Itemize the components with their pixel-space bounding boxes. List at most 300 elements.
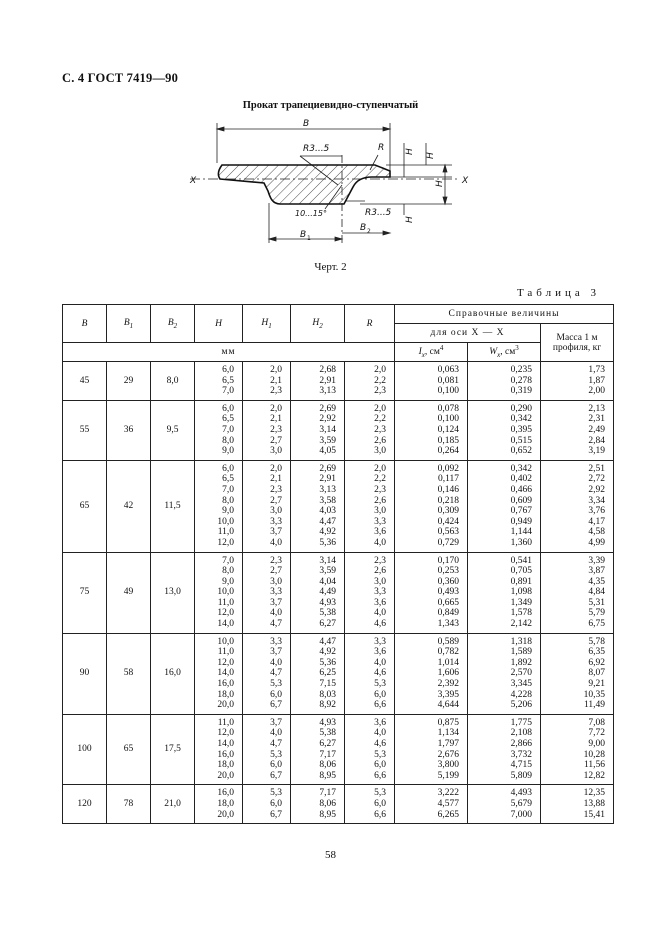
cell-B1: 58 — [107, 633, 151, 714]
value-H: 6,5 — [222, 474, 234, 485]
cell-Ix — [395, 400, 468, 460]
value-mass: 2,92 — [588, 484, 606, 495]
cell-H1 — [243, 714, 291, 785]
value-H2: 2,69 — [319, 403, 336, 414]
cell-Wx — [468, 633, 541, 714]
value-Wx: 2,866 — [510, 739, 532, 749]
value-mass: 4,58 — [588, 527, 606, 538]
value-H1: 6,0 — [270, 798, 282, 809]
cell-H — [195, 400, 243, 460]
cell-H2 — [291, 362, 345, 401]
value-Wx: 1,589 — [510, 647, 532, 658]
value-Ix: 0,665 — [437, 597, 459, 608]
value-Ix: 1,797 — [437, 739, 459, 749]
value-Ix: 0,360 — [437, 576, 459, 587]
cell-B: 90 — [63, 633, 107, 714]
value-Ix: 0,875 — [437, 717, 459, 728]
value-H1: 3,7 — [270, 647, 282, 658]
value-H1: 2,3 — [270, 386, 282, 397]
value-H2: 2,91 — [319, 375, 336, 386]
value-Ix: 0,170 — [437, 555, 459, 566]
value-Ix: 3,222 — [437, 788, 459, 799]
value-Ix: 0,124 — [437, 424, 459, 435]
value-Wx: 0,290 — [510, 403, 532, 414]
value-H2: 4,05 — [319, 446, 336, 457]
value-mass: 2,49 — [588, 424, 606, 435]
value-R: 4,6 — [374, 619, 386, 630]
value-H1: 3,0 — [270, 446, 282, 457]
cell-Wx — [468, 714, 541, 785]
cell-Wx — [468, 460, 541, 552]
value-H: 20,0 — [217, 809, 234, 820]
cell-B: 120 — [63, 785, 107, 824]
value-H1: 3,3 — [270, 587, 282, 598]
value-R: 6,6 — [374, 700, 386, 711]
value-H1: 2,0 — [270, 403, 282, 414]
cell-H2 — [291, 460, 345, 552]
value-mass: 2,72 — [588, 474, 606, 485]
value-H: 16,0 — [217, 749, 234, 760]
value-Ix: 2,392 — [437, 679, 459, 690]
cell-B2: 11,5 — [151, 460, 195, 552]
value-R: 2,3 — [374, 424, 386, 435]
value-R: 2,0 — [374, 463, 386, 474]
value-H: 6,5 — [222, 375, 234, 386]
value-H1: 2,7 — [270, 435, 282, 446]
value-mass: 4,99 — [588, 537, 606, 548]
value-R: 3,3 — [374, 587, 386, 598]
value-H1: 3,0 — [270, 576, 282, 587]
value-Ix: 0,424 — [437, 516, 459, 527]
value-H2: 3,59 — [319, 435, 336, 446]
value-R: 4,0 — [374, 608, 386, 619]
value-H1: 2,0 — [270, 463, 282, 474]
value-mass: 5,78 — [588, 636, 606, 647]
value-R: 2,6 — [374, 435, 386, 446]
label-B1: B — [300, 230, 307, 240]
value-Ix: 3,800 — [437, 760, 459, 771]
value-H2: 4,93 — [319, 717, 336, 728]
value-R: 5,3 — [374, 788, 386, 799]
value-H1: 3,3 — [270, 636, 282, 647]
header-units: мм — [63, 343, 395, 362]
value-Wx: 0,342 — [510, 463, 532, 474]
value-H1: 3,7 — [270, 527, 282, 538]
cell-H2 — [291, 785, 345, 824]
value-H: 8,0 — [222, 435, 234, 446]
value-mass: 3,34 — [588, 495, 606, 506]
value-R: 3,0 — [374, 576, 386, 587]
cell-mass — [541, 400, 614, 460]
value-Wx: 2,108 — [510, 728, 532, 739]
value-Ix: 0,309 — [437, 506, 459, 517]
table-row — [63, 714, 614, 785]
value-mass: 9,00 — [588, 739, 606, 749]
cell-Ix — [395, 785, 468, 824]
value-Wx: 1,098 — [510, 587, 532, 598]
value-H1: 3,0 — [270, 506, 282, 517]
table-row — [63, 400, 614, 460]
value-R: 2,6 — [374, 566, 386, 577]
value-H2: 4,04 — [319, 576, 336, 587]
value-Ix: 4,644 — [437, 700, 459, 711]
value-H1: 2,7 — [270, 566, 282, 577]
cell-B1: 78 — [107, 785, 151, 824]
value-R: 6,0 — [374, 689, 386, 700]
value-Wx: 1,360 — [510, 537, 532, 548]
value-H2: 8,03 — [319, 689, 336, 700]
value-Wx: 5,809 — [510, 770, 532, 781]
value-mass: 6,92 — [588, 657, 606, 668]
value-H2: 2,92 — [319, 414, 336, 425]
header-H1: $H_1$ — [243, 305, 291, 343]
value-Wx: 1,578 — [510, 608, 532, 619]
value-H2: 4,92 — [319, 527, 336, 538]
value-H2: 8,95 — [319, 770, 336, 781]
value-H: 9,0 — [222, 506, 234, 517]
value-Wx: 0,515 — [510, 435, 532, 446]
value-mass: 1,87 — [588, 375, 606, 386]
value-Wx: 0,767 — [510, 506, 532, 517]
label-H: H — [435, 180, 445, 187]
label-angle: 10...15° — [295, 209, 327, 218]
cell-mass — [541, 785, 614, 824]
value-Wx: 0,395 — [510, 424, 532, 435]
value-H: 12,0 — [217, 728, 234, 739]
value-Ix: 1,343 — [437, 619, 459, 630]
cell-B: 75 — [63, 552, 107, 633]
value-H1: 2,1 — [270, 474, 282, 485]
cell-Ix — [395, 714, 468, 785]
cell-H1 — [243, 552, 291, 633]
value-Ix: 0,081 — [437, 375, 459, 386]
value-Wx: 0,278 — [510, 375, 532, 386]
cell-R — [345, 785, 395, 824]
header-mass: Масса 1 м профиля, кг — [541, 324, 614, 362]
value-H: 10,0 — [217, 516, 234, 527]
value-H: 14,0 — [217, 739, 234, 749]
value-Wx: 3,732 — [510, 749, 532, 760]
value-H: 11,0 — [217, 527, 234, 538]
value-R: 2,6 — [374, 495, 386, 506]
value-Ix: 0,729 — [437, 537, 459, 548]
value-H1: 4,0 — [270, 537, 282, 548]
value-R: 2,3 — [374, 386, 386, 397]
value-Ix: 0,185 — [437, 435, 459, 446]
value-Wx: 0,342 — [510, 414, 532, 425]
value-Wx: 0,466 — [510, 484, 532, 495]
value-Wx: 0,891 — [510, 576, 532, 587]
page-number: 58 — [325, 849, 336, 861]
value-H: 6,0 — [222, 365, 234, 375]
value-Wx: 5,206 — [510, 700, 532, 711]
value-R: 3,6 — [374, 717, 386, 728]
value-mass: 5,31 — [588, 597, 606, 608]
value-Ix: 0,100 — [437, 414, 459, 425]
value-Ix: 0,146 — [437, 484, 459, 495]
value-H2: 4,49 — [319, 587, 336, 598]
value-Ix: 5,199 — [437, 770, 459, 781]
value-H2: 8,95 — [319, 809, 336, 820]
page-header: С. 4 ГОСТ 7419—90 — [62, 71, 179, 85]
profile-drawing — [160, 115, 490, 260]
value-H2: 8,92 — [319, 700, 336, 711]
value-H1: 2,1 — [270, 414, 282, 425]
value-H2: 7,17 — [319, 788, 336, 799]
cell-B2: 9,5 — [151, 400, 195, 460]
value-mass: 4,84 — [588, 587, 606, 598]
value-mass: 4,17 — [588, 516, 606, 527]
value-Ix: 4,577 — [437, 798, 459, 809]
value-Ix: 6,265 — [437, 809, 459, 820]
value-mass: 2,31 — [588, 414, 606, 425]
value-H1: 4,0 — [270, 608, 282, 619]
value-H2: 7,15 — [319, 679, 336, 690]
cell-B: 55 — [63, 400, 107, 460]
drawing-title: Прокат трапециевидно-ступенчатый — [242, 100, 419, 111]
cell-H1 — [243, 460, 291, 552]
value-Wx: 0,319 — [510, 386, 532, 397]
value-H: 10,0 — [217, 587, 234, 598]
value-R: 2,2 — [374, 474, 386, 485]
cell-mass — [541, 633, 614, 714]
value-H2: 4,03 — [319, 506, 336, 517]
value-mass: 6,35 — [588, 647, 606, 658]
value-mass: 1,73 — [588, 365, 606, 375]
value-Wx: 3,345 — [510, 679, 532, 690]
value-mass: 9,21 — [588, 679, 606, 690]
value-mass: 7,72 — [588, 728, 606, 739]
cell-H2 — [291, 633, 345, 714]
value-Ix: 0,063 — [437, 365, 459, 375]
header-reference: Справочные величины — [395, 305, 614, 324]
value-Wx: 1,349 — [510, 597, 532, 608]
value-mass: 12,82 — [583, 770, 606, 781]
value-Ix: 0,218 — [437, 495, 459, 506]
value-R: 2,2 — [374, 414, 386, 425]
cell-H — [195, 460, 243, 552]
cell-H — [195, 362, 243, 401]
value-H1: 6,7 — [270, 770, 282, 781]
value-mass: 10,28 — [583, 749, 606, 760]
value-H2: 3,58 — [319, 495, 336, 506]
value-R: 3,6 — [374, 597, 386, 608]
value-Wx: 0,235 — [510, 365, 532, 375]
value-H: 11,0 — [217, 647, 234, 658]
value-H2: 2,91 — [319, 474, 336, 485]
value-R: 4,6 — [374, 668, 386, 679]
header-H: H — [195, 305, 243, 343]
cell-mass — [541, 552, 614, 633]
cell-Ix — [395, 362, 468, 401]
value-mass: 2,13 — [588, 403, 606, 414]
value-H: 7,0 — [222, 424, 234, 435]
value-mass: 6,75 — [588, 619, 606, 630]
value-Ix: 0,078 — [437, 403, 459, 414]
value-H: 6,5 — [222, 414, 234, 425]
cell-H1 — [243, 785, 291, 824]
value-mass: 11,49 — [583, 700, 606, 711]
cell-B1: 42 — [107, 460, 151, 552]
cell-B2: 8,0 — [151, 362, 195, 401]
value-H2: 3,13 — [319, 484, 336, 495]
value-Wx: 1,318 — [510, 636, 532, 647]
value-H: 7,0 — [222, 484, 234, 495]
value-H2: 8,06 — [319, 798, 336, 809]
value-H1: 6,0 — [270, 760, 282, 771]
value-R: 5,3 — [374, 749, 386, 760]
cell-R — [345, 400, 395, 460]
value-H1: 3,7 — [270, 597, 282, 608]
value-Wx: 0,402 — [510, 474, 532, 485]
cell-B2: 13,0 — [151, 552, 195, 633]
value-H2: 5,38 — [319, 608, 336, 619]
value-Wx: 0,541 — [510, 555, 532, 566]
value-H2: 6,27 — [319, 739, 336, 749]
value-H2: 5,36 — [319, 657, 336, 668]
cell-R — [345, 552, 395, 633]
cell-H2 — [291, 400, 345, 460]
cell-H1 — [243, 633, 291, 714]
value-R: 3,6 — [374, 527, 386, 538]
value-H2: 6,25 — [319, 668, 336, 679]
value-Ix: 0,782 — [437, 647, 459, 658]
cell-R — [345, 460, 395, 552]
value-H1: 2,7 — [270, 495, 282, 506]
value-H: 12,0 — [217, 657, 234, 668]
value-H: 7,0 — [222, 555, 234, 566]
value-R: 4,6 — [374, 739, 386, 749]
value-H1: 5,3 — [270, 788, 282, 799]
value-H: 11,0 — [217, 597, 234, 608]
label-B2-sub: 2 — [367, 228, 371, 235]
value-Wx: 4,228 — [510, 689, 532, 700]
value-H: 9,0 — [222, 446, 234, 457]
value-R: 4,0 — [374, 537, 386, 548]
value-H2: 3,13 — [319, 386, 336, 397]
value-H1: 4,0 — [270, 728, 282, 739]
table-row — [63, 362, 614, 401]
value-Ix: 2,676 — [437, 749, 459, 760]
value-H1: 2,3 — [270, 484, 282, 495]
value-Wx: 7,000 — [510, 809, 532, 820]
value-H2: 4,93 — [319, 597, 336, 608]
value-mass: 3,19 — [588, 446, 606, 457]
value-Wx: 4,715 — [510, 760, 532, 771]
label-B: B — [303, 119, 310, 129]
value-H: 16,0 — [217, 679, 234, 690]
value-H2: 4,47 — [319, 636, 336, 647]
value-H1: 5,3 — [270, 679, 282, 690]
label-X-left: X — [190, 176, 197, 186]
value-H: 18,0 — [217, 760, 234, 771]
value-H1: 2,3 — [270, 555, 282, 566]
header-Ix: $I_x$, $см^4$ — [395, 343, 468, 362]
label-H2: H — [426, 152, 436, 159]
value-Ix: 1,606 — [437, 668, 459, 679]
value-H: 14,0 — [217, 619, 234, 630]
value-mass: 12,35 — [583, 788, 606, 799]
value-H2: 5,36 — [319, 537, 336, 548]
cell-H — [195, 552, 243, 633]
cell-Ix — [395, 552, 468, 633]
cell-B1: 49 — [107, 552, 151, 633]
value-R: 6,0 — [374, 760, 386, 771]
header-axis: для оси X — X — [395, 324, 541, 343]
value-H1: 3,3 — [270, 516, 282, 527]
cell-H — [195, 785, 243, 824]
value-Ix: 0,117 — [437, 474, 459, 485]
value-H: 10,0 — [217, 636, 234, 647]
value-H1: 6,7 — [270, 809, 282, 820]
value-mass: 10,35 — [583, 689, 606, 700]
header-H2: $H_2$ — [291, 305, 345, 343]
value-H1: 4,0 — [270, 657, 282, 668]
cell-H2 — [291, 714, 345, 785]
value-mass: 7,08 — [588, 717, 606, 728]
value-H: 7,0 — [222, 386, 234, 397]
value-H1: 4,7 — [270, 619, 282, 630]
value-Wx: 0,652 — [510, 446, 532, 457]
cell-H1 — [243, 400, 291, 460]
value-H: 8,0 — [222, 495, 234, 506]
value-H: 20,0 — [217, 770, 234, 781]
value-R: 2,0 — [374, 403, 386, 414]
value-H1: 3,7 — [270, 717, 282, 728]
value-mass: 2,00 — [588, 386, 606, 397]
cell-mass — [541, 362, 614, 401]
cell-H1 — [243, 362, 291, 401]
value-H: 12,0 — [217, 537, 234, 548]
value-mass: 2,84 — [588, 435, 606, 446]
value-R: 2,3 — [374, 555, 386, 566]
cell-R — [345, 633, 395, 714]
table-row — [63, 785, 614, 824]
value-H: 9,0 — [222, 576, 234, 587]
label-B2: B — [360, 223, 367, 233]
label-R35-bottom: R3...5 — [365, 208, 392, 218]
value-Wx: 2,570 — [510, 668, 532, 679]
value-H2: 4,92 — [319, 647, 336, 658]
value-Wx: 2,142 — [510, 619, 532, 630]
value-H: 12,0 — [217, 608, 234, 619]
value-R: 3,3 — [374, 636, 386, 647]
value-H2: 7,17 — [319, 749, 336, 760]
value-R: 6,6 — [374, 770, 386, 781]
value-Ix: 0,264 — [437, 446, 459, 457]
value-H1: 6,0 — [270, 689, 282, 700]
cell-R — [345, 714, 395, 785]
value-H: 6,0 — [222, 463, 234, 474]
value-R: 2,3 — [374, 484, 386, 495]
cell-R — [345, 362, 395, 401]
value-Ix: 0,589 — [437, 636, 459, 647]
table-row — [63, 633, 614, 714]
value-Ix: 0,563 — [437, 527, 459, 538]
value-Ix: 1,014 — [437, 657, 459, 668]
value-mass: 3,76 — [588, 506, 606, 517]
value-R: 3,0 — [374, 446, 386, 457]
value-Ix: 0,849 — [437, 608, 459, 619]
value-R: 2,2 — [374, 375, 386, 386]
value-H2: 3,14 — [319, 424, 336, 435]
value-mass: 3,39 — [588, 555, 606, 566]
value-R: 3,0 — [374, 506, 386, 517]
cell-B1: 29 — [107, 362, 151, 401]
label-H1-bottom: H — [405, 216, 415, 223]
cell-mass — [541, 714, 614, 785]
cell-B2: 17,5 — [151, 714, 195, 785]
